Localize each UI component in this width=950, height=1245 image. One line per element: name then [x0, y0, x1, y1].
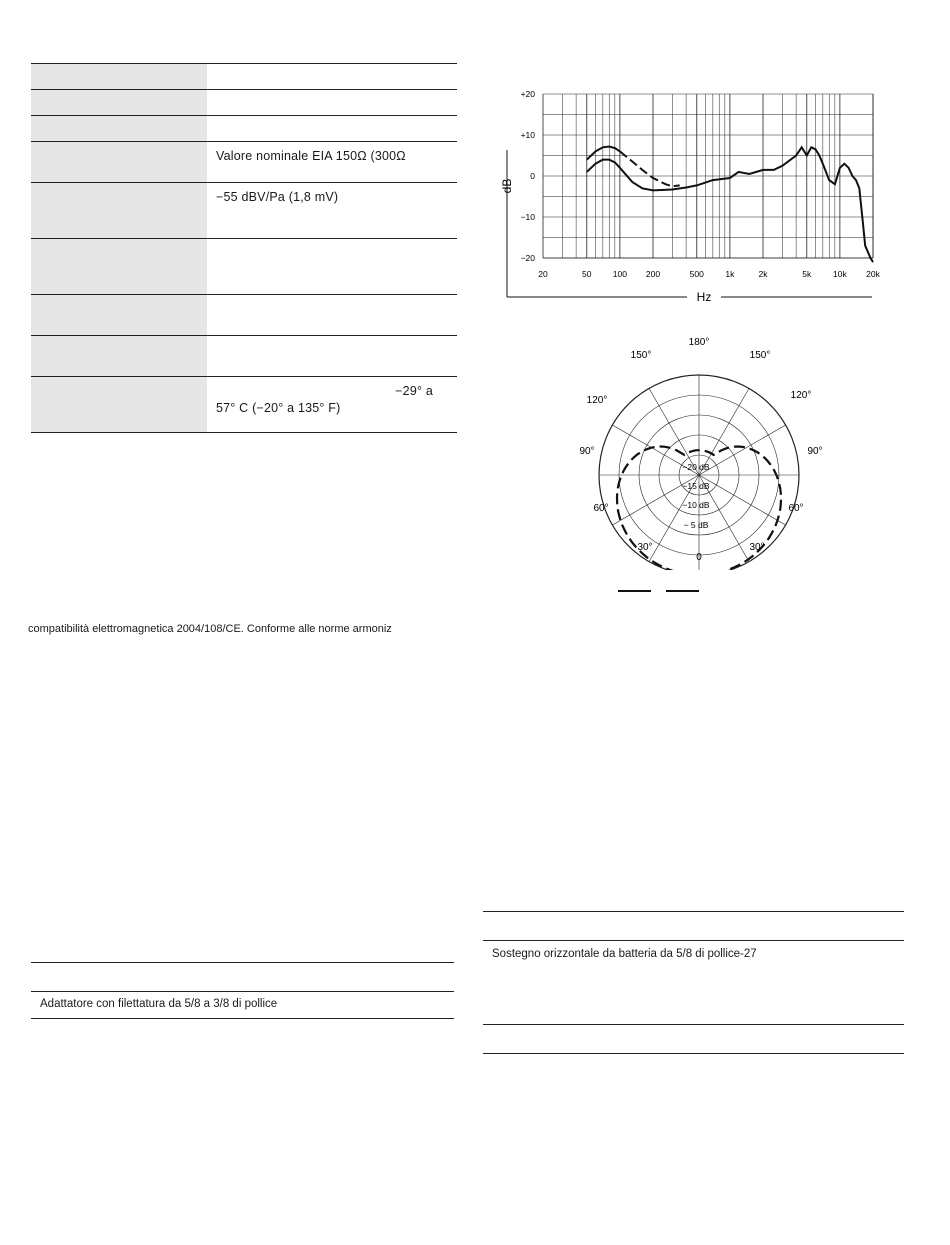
polar-angle-label: 60° — [788, 503, 804, 514]
x-tick-label: 500 — [689, 269, 704, 279]
polar-angle-label: 120° — [790, 390, 812, 401]
spec-row — [31, 63, 457, 89]
spec-value — [207, 116, 457, 141]
spec-row — [31, 335, 457, 376]
x-tick-label: 200 — [645, 269, 661, 279]
accessory-row — [31, 962, 454, 991]
y-axis-label: dB — [500, 178, 514, 194]
spec-label-cell — [31, 64, 207, 89]
polar-ring-label: −10 dB — [682, 500, 710, 510]
right-accessories-table — [483, 911, 904, 1054]
y-tick-label: +10 — [520, 130, 535, 140]
accessory-row — [483, 911, 904, 940]
spec-row — [31, 182, 457, 238]
polar-pattern-chart — [570, 330, 840, 570]
x-tick-label: 50 — [582, 269, 592, 279]
spec-value-impedance: Valore nominale EIA 150Ω (300Ω — [216, 149, 406, 163]
polar-spoke — [699, 425, 786, 475]
spec-value — [207, 239, 457, 294]
spec-row — [31, 294, 457, 335]
spec-row — [31, 376, 457, 433]
chart-grid — [543, 94, 873, 258]
polar-ring-label: −20 dB — [682, 462, 710, 472]
x-axis-label: Hz — [696, 290, 712, 304]
accessory-row — [483, 940, 904, 1024]
x-tick-label: 5k — [802, 269, 812, 279]
x-tick-label: 100 — [612, 269, 627, 279]
polar-angle-label: 0 — [696, 552, 702, 563]
polar-angle-label: 30° — [637, 542, 653, 553]
accessory-row — [31, 991, 454, 1019]
y-tick-label: −20 — [520, 253, 535, 263]
spec-label-cell — [31, 183, 207, 238]
temperature-line-1: −29° a — [395, 384, 433, 398]
x-tick-label: 2k — [758, 269, 768, 279]
spec-row — [31, 238, 457, 294]
polar-spoke — [699, 475, 786, 525]
temperature-line-2: 57° C (−20° a 135° F) — [216, 401, 341, 415]
spec-label-cell — [31, 377, 207, 432]
accessory-row — [483, 1053, 904, 1054]
y-tick-label: −10 — [520, 212, 535, 222]
x-tick-label: 20k — [866, 269, 880, 279]
y-tick-label: 0 — [530, 171, 535, 181]
polar-ring-label: − 5 dB — [683, 520, 709, 530]
spec-label-cell — [31, 336, 207, 376]
polar-angle-label: 150° — [630, 350, 652, 361]
series-line-upper-dashed — [620, 151, 680, 186]
spec-label-cell — [31, 116, 207, 141]
spec-value-sensitivity: −55 dBV/Pa (1,8 mV) — [216, 190, 339, 204]
accessory-item: Adattatore con filettatura da 5/8 a 3/8 di pollice — [40, 998, 278, 1010]
y-tick-label: +20 — [520, 89, 535, 99]
spec-value — [207, 295, 457, 335]
polar-angle-label: 120° — [586, 395, 608, 406]
spec-row — [31, 141, 457, 182]
spec-label-cell — [31, 239, 207, 294]
polar-grid — [599, 375, 799, 570]
x-tick-label: 20 — [538, 269, 548, 279]
polar-angle-label: 30° — [749, 542, 765, 553]
polar-ring-label: −15 dB — [682, 481, 710, 491]
polar-angle-label: 60° — [593, 503, 609, 514]
spec-row — [31, 89, 457, 115]
spec-label-cell — [31, 142, 207, 182]
x-tick-label: 1k — [725, 269, 735, 279]
spec-label-cell — [31, 295, 207, 335]
spec-table — [31, 63, 457, 433]
compliance-text: compatibilità elettromagnetica 2004/108/CE. Conforme alle norme armoniz — [28, 623, 392, 635]
x-tick-label: 10k — [833, 269, 847, 279]
spec-value-temperature — [207, 377, 457, 432]
polar-angle-label: 150° — [749, 350, 771, 361]
polar-angle-label: 90° — [579, 446, 595, 457]
polar-angle-label: 180° — [688, 337, 710, 348]
spec-label-cell — [31, 90, 207, 115]
accessory-row — [483, 1024, 904, 1053]
accessory-item: Sostegno orizzontale da batteria da 5/8 di pollice-27 — [492, 948, 757, 960]
polar-angle-label: 90° — [807, 446, 823, 457]
frequency-response-chart — [495, 80, 895, 305]
spec-value — [207, 64, 457, 89]
spec-value — [207, 90, 457, 115]
spec-row — [31, 115, 457, 141]
legend — [610, 582, 710, 598]
left-accessories-table — [31, 962, 454, 1019]
spec-value — [207, 336, 457, 376]
